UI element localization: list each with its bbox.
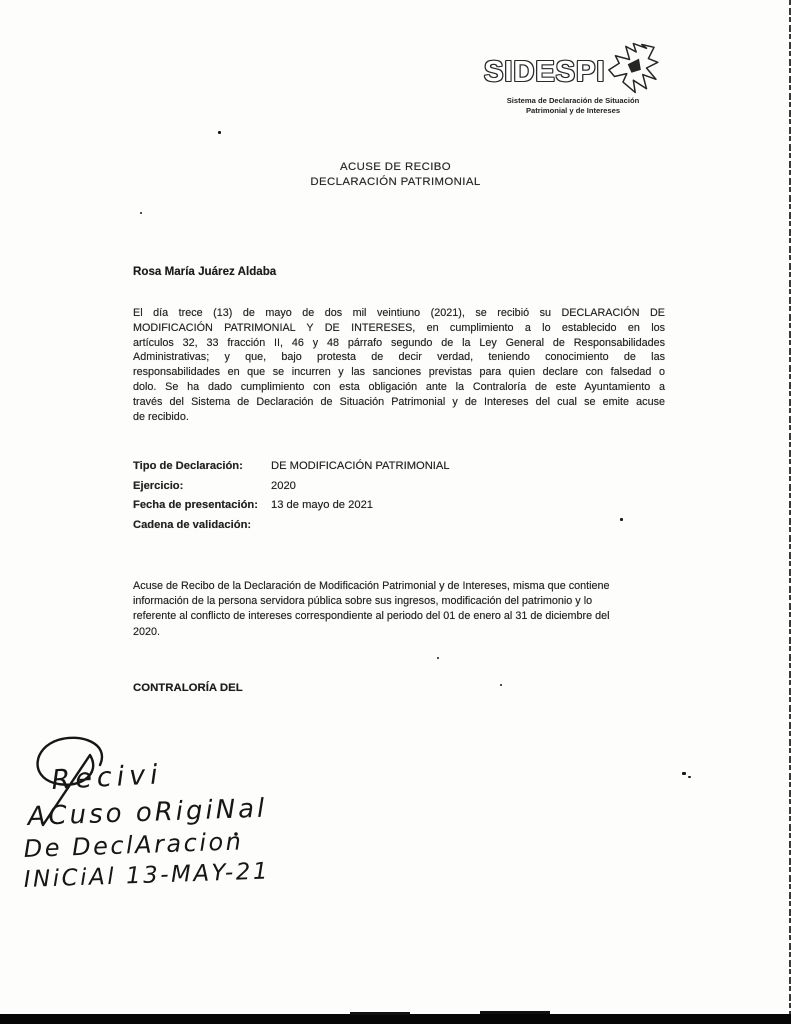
scan-speck — [500, 684, 502, 686]
field-row-fecha — [133, 499, 450, 519]
handwriting-line-4: INiCiAl 13-MAY-21 — [23, 858, 271, 893]
title-line-2: DECLARACIÓN PATRIMONIAL — [310, 176, 481, 188]
scan-smudge — [480, 1011, 550, 1014]
paragraph1-line: de recibido. — [133, 410, 189, 423]
scan-speck — [682, 772, 686, 775]
recipient-name: Rosa María Juárez Aldaba — [133, 265, 277, 278]
declaration-fields — [133, 460, 450, 538]
paragraph1-line: El día trece (13) de mayo de dos mil veintiuno (2021), se recibió su DECLARACIÓN DE — [133, 307, 665, 319]
sidespi-tagline-line2: Patrimonial y de Intereses — [525, 105, 621, 115]
handwriting-line-2: ACuso oRigiNal — [27, 793, 268, 832]
paragraph2-line: referente al conflicto de intereses correspondiente al periodo del 01 de enero al 31 de diciembre del — [133, 610, 610, 623]
handwritten-annotation — [16, 733, 356, 908]
field-value: 2020 — [271, 479, 296, 492]
body-paragraph-1 — [133, 306, 665, 424]
scan-speck — [688, 776, 691, 778]
body-paragraph-2 — [133, 579, 693, 640]
scan-speck — [437, 657, 439, 659]
field-label: Tipo de Declaración: — [133, 460, 243, 472]
scan-smudge — [350, 1012, 410, 1015]
field-row-tipo — [133, 460, 450, 480]
paragraph2-line: información de la persona servidora pública sobre sus ingresos, modificación del patrimonio y lo — [133, 595, 593, 608]
field-row-cadena — [133, 519, 450, 539]
field-value: DE MODIFICACIÓN PATRIMONIAL — [271, 460, 450, 472]
scan-edge-bottom — [0, 1014, 791, 1024]
field-row-ejercicio — [133, 480, 450, 500]
paragraph1-line: artículos 32, 33 fracción II, 46 y 48 párrafo segundo de la Ley General de Responsabilidades — [133, 336, 665, 349]
sidespi-tagline-line1: Sistema de Declaración de Situación — [506, 96, 640, 105]
field-label: Cadena de validación: — [133, 518, 252, 531]
handwriting-line-3: De DeclAracion — [23, 827, 244, 863]
paragraph2-line: Acuse de Recibo de la Declaración de Modificación Patrimonial y de Intereses, misma que contiene — [133, 580, 610, 592]
handwriting-line-1: Recivi — [50, 759, 164, 796]
title-line-1: ACUSE DE RECIBO — [339, 161, 452, 173]
sidespi-logo — [484, 48, 662, 115]
paragraph1-line: responsabilidades en que se incurren y las sanciones previstas para quien declare con falsedad o — [133, 366, 665, 379]
field-value: 13 de mayo de 2021 — [271, 499, 374, 511]
scan-speck — [218, 131, 221, 134]
paragraph2-line: 2020. — [133, 625, 161, 638]
sidespi-logo-text: SIDESPI — [484, 55, 606, 88]
field-label: Ejercicio: — [133, 479, 184, 492]
paragraph1-line: través del Sistema de Declaración de Situación Patrimonial y de Intereses del cual se emite acuse — [133, 395, 665, 408]
contraloria-heading: CONTRALORÍA DEL — [133, 682, 243, 694]
paragraph1-line: dolo. Se ha dado cumplimiento con esta obligación ante la Contraloría de este Ayuntamiento a — [133, 380, 665, 393]
field-label: Fecha de presentación: — [133, 499, 258, 511]
sidespi-glitch-arrow-icon — [607, 40, 662, 96]
document-title — [0, 160, 791, 190]
scan-speck — [620, 518, 623, 521]
paragraph1-line: Administrativas; y que, bajo protesta de decir verdad, teniendo conocimiento de las — [133, 351, 665, 364]
scan-speck — [140, 212, 142, 214]
paragraph1-line: MODIFICACIÓN PATRIMONIAL Y DE INTERESES, en cumplimiento a lo establecido en los — [133, 321, 665, 334]
